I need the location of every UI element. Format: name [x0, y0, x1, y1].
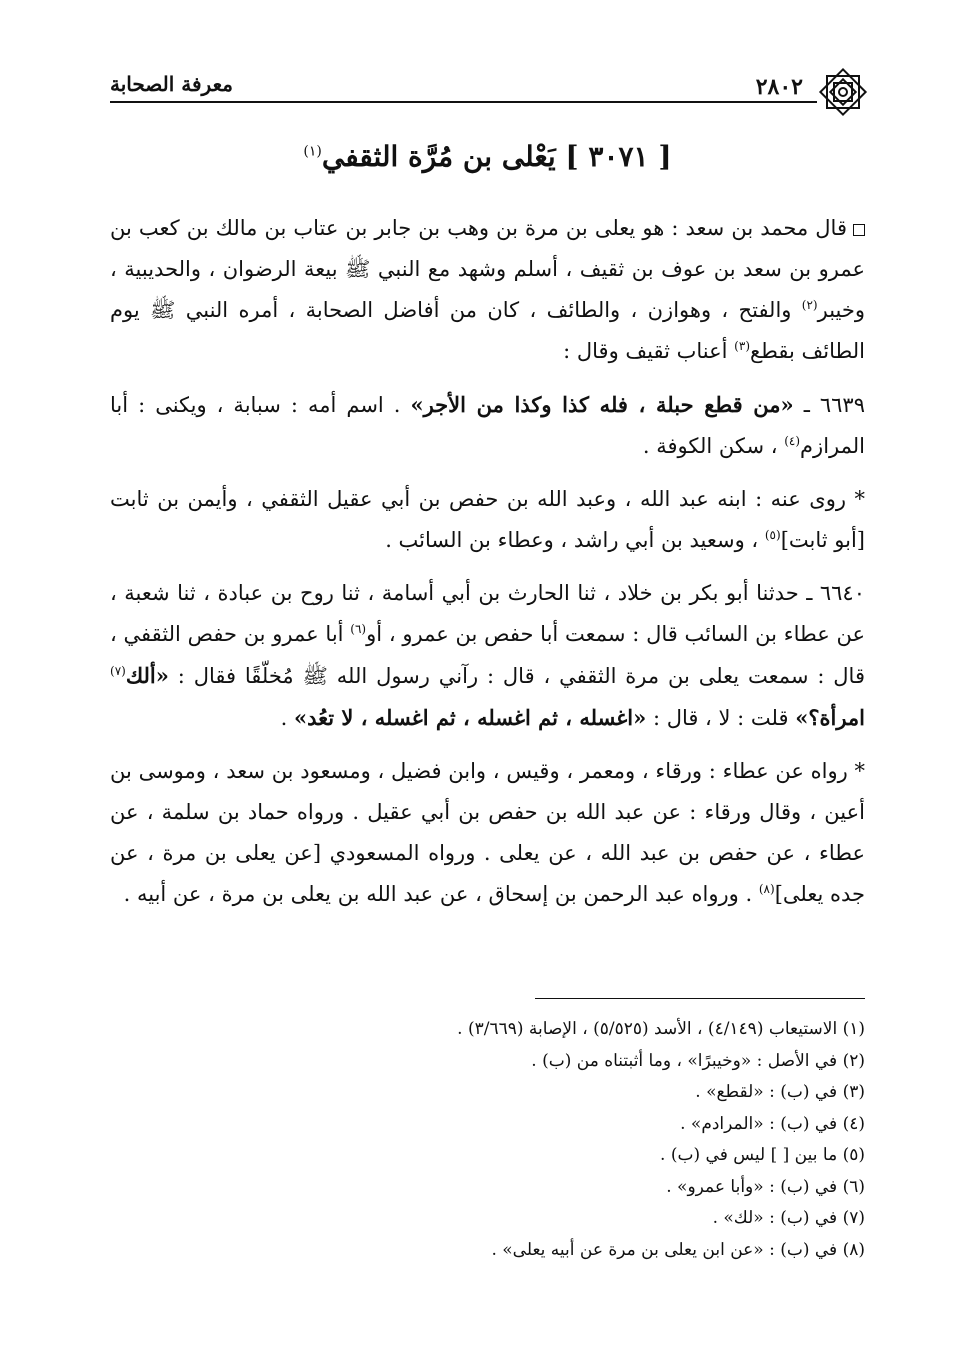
text-run: * روى عنه : ابنه عبد الله ، وعبد الله بن حفص بن أبي عقيل الثقفي ، وأيمن بن ثابت [أبو ثابت] — [110, 487, 865, 552]
footnote-ref: (٧) — [110, 664, 126, 678]
footnote: (٣) في (ب) : «لقطع» . — [695, 1082, 865, 1102]
footnote-ref: (٤) — [784, 434, 801, 448]
text-run: . اسم أمه : سبابة ، ويكنى : أبا المرازم — [110, 393, 865, 458]
footnotes — [110, 1014, 865, 1266]
footnote-ref: (٦) — [350, 622, 367, 636]
footnote-rule — [535, 998, 865, 999]
footnote: (١) الاستيعاب (٤/١٤٩) ، الأسد (٥/٥٢٥) ، الإصابة (٣/٦٦٩) . — [457, 1019, 865, 1039]
hadith-quote: امرأة؟» — [795, 705, 865, 730]
entry-title — [110, 140, 865, 173]
entry-title-text: [ ٣٠٧١ ] يَعْلى بن مُرَّة الثقفي — [321, 140, 672, 173]
paragraph-biography — [110, 208, 865, 372]
hadith-quote: «ألك — [125, 663, 169, 688]
paragraph-transmission — [110, 751, 865, 915]
footnote-ref: (٥) — [764, 528, 781, 542]
text-run: ، وسعيد بن أبي راشد ، وعطاء بن السائب . — [385, 528, 765, 552]
text-run: والفتح ، وهوازن ، والطائف ، كان من أفاضل الصحابة ، أمره النبي ﷺ يوم الطائف بقطع — [110, 298, 865, 363]
text-run: أعناب ثقيف وقال : — [563, 339, 735, 363]
body-text — [110, 208, 865, 927]
text-run: أبا عمرو بن حفص الثقفي ، قال : سمعت يعلى بن مرة الثقفي ، قال : رآني رسول الله ﷺ مُخلّقًا فقال : — [110, 622, 865, 688]
paragraph-narrators — [110, 479, 865, 561]
page-number: ٢٨٠٢ — [755, 74, 803, 100]
paragraph-hadith-6639 — [110, 384, 865, 467]
text-run: ، سكن الكوفة . — [642, 434, 785, 458]
paragraph-hadith-6640 — [110, 573, 865, 739]
footnote: (٥) ما بين [ ] ليس في (ب) . — [660, 1145, 865, 1165]
footnote-ref: (٨) — [758, 882, 775, 896]
text-run: * رواه عن عطاء : ورقاء ، ومعمر ، وقيس ، وابن فضيل ، ومسعود بن سعد ، وموسى بن أعين ، وقال ورقاء : عن عبد الله بن حفص بن أبي عقيل . ورواه حماد بن سلمة ، عن عطاء ، عن حفص بن عبد الله ، عن يعلى . ورواه المسعودي [عن يعلى بن مرة ، عن جده يعلى] — [110, 759, 865, 906]
hadith-quote: «من قطع حبلة ، فله كذا وكذا من الأجر» — [410, 392, 794, 417]
footnote-ref: (١) — [303, 143, 322, 160]
footnote-ref: (٣) — [734, 339, 750, 353]
footnote: (٦) في (ب) : «وأبا عمرو» . — [666, 1176, 865, 1197]
hadith-number: ٦٦٣٩ ـ — [793, 393, 865, 417]
text-run: . — [280, 706, 294, 730]
header-rule — [110, 101, 817, 103]
footnote-ref: (٢) — [801, 298, 818, 312]
footnote: (٨) في (ب) : «عن ابن يعلى بن مرة عن أبيه يعلى» . — [491, 1239, 865, 1260]
eight-point-star-ornament-icon — [815, 64, 871, 120]
text-run: ٦٦٤٠ ـ حدثنا أبو بكر بن خلاد ، ثنا الحارث بن أبي أسامة ، ثنا روح بن عبادة ، ثنا شعبة ، عن عطاء بن السائب قال : سمعت أبا حفص بن عمرو ، أو — [110, 581, 865, 646]
text-run: قلت : لا ، قال : — [646, 706, 796, 730]
hadith-quote: «اغسله ، ثم اغسله ، ثم اغسله ، لا تعُد» — [293, 705, 647, 730]
square-marker-icon — [853, 224, 865, 236]
footnote: (٧) في (ب) : «لك» . — [712, 1208, 865, 1228]
page-header — [110, 72, 865, 112]
footnote: (٢) في الأصل : «وخيبرًا» ، وما أثبتناه من (ب) . — [531, 1050, 865, 1071]
text-run: قال محمد بن سعد : هو يعلى بن مرة بن وهب بن جابر بن عتاب بن مالك بن كعب بن عمرو بن سعد بن عوف بن ثقيف ، أسلم وشهد مع النبي ﷺ بيعة الرضوان ، والحديبية ، وخيبر — [110, 216, 865, 322]
running-title: معرفة الصحابة — [110, 72, 233, 96]
footnote: (٤) في (ب) : «المرادم» . — [680, 1113, 865, 1134]
text-run: . ورواه عبد الرحمن بن إسحاق ، عن عبد الله بن يعلى بن مرة ، عن أبيه . — [123, 882, 759, 906]
